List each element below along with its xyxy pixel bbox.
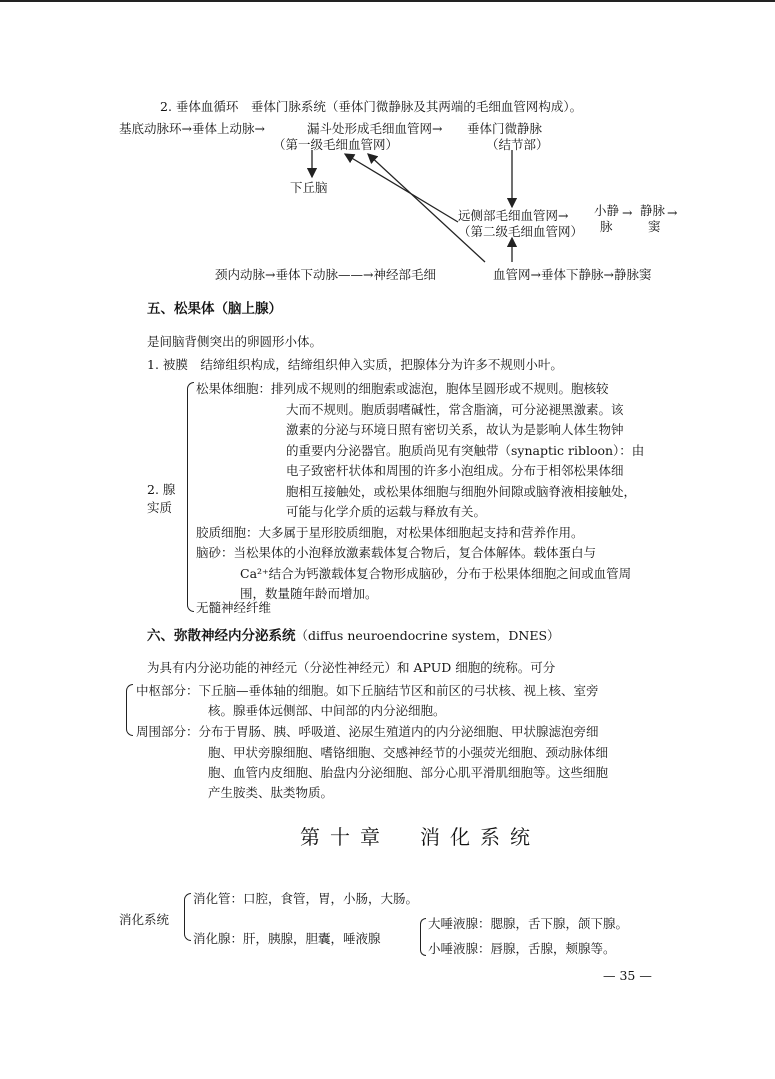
diagram-row1-c: 垂体门微静脉 bbox=[467, 121, 543, 136]
pineal-line-2: 激素的分泌与环境日照有密切关系，故认为是影响人体生物钟 bbox=[286, 422, 624, 437]
diagram-row3-a: 颈内动脉→垂体下动脉——→神经部毛细 bbox=[215, 267, 436, 282]
page-number: — 35 — bbox=[603, 968, 652, 983]
chapter-title: 第十章 消化系统 bbox=[300, 825, 540, 849]
dnes-title-row bbox=[147, 628, 560, 644]
pineal-line-10: 围，数量随年龄而增加。 bbox=[240, 586, 378, 601]
arrow-distal-to-primary bbox=[345, 154, 458, 222]
pineal-line-4: 电子致密杆状体和周围的许多小泡组成。分布于相邻松果体细 bbox=[286, 463, 624, 478]
diagram-sinus-1: 静脉 bbox=[640, 203, 666, 218]
diagram-row1-a: 基底动脉环→垂体上动脉→ bbox=[119, 121, 265, 136]
diagram-row1-b: 漏斗处形成毛细血管网→ bbox=[307, 121, 443, 136]
diagram-row3-b: 血管网→垂体下静脉→静脉窦 bbox=[493, 267, 652, 282]
diagram-arrow-sinus: → bbox=[667, 205, 678, 220]
pineal-label-2: 实质 bbox=[147, 500, 173, 515]
pineal-line-0: 松果体细胞：排列成不规则的细胞索或滤泡，胞体呈圆形或不规则。胞核较 bbox=[196, 381, 609, 396]
pineal-parenchyma-brace bbox=[187, 382, 194, 612]
pineal-line-11: 无髓神经纤维 bbox=[196, 600, 272, 615]
dnes-peripheral-0: 周围部分：分布于胃肠、胰、呼吸道、泌尿生殖道内的内分泌细胞、甲状腺滤泡旁细 bbox=[136, 724, 599, 739]
diagram-arrow-small: → bbox=[622, 205, 633, 220]
salivary-minor: 小唾液腺：唇腺，舌腺，颊腺等。 bbox=[428, 941, 616, 956]
diagram-small-vein-1: 小静 bbox=[594, 203, 620, 218]
digestive-root: 消化系统 bbox=[119, 912, 170, 927]
dnes-title: 六、弥散神经内分泌系统 bbox=[147, 628, 296, 644]
pineal-line-8: 脑砂：当松果体的小泡释放激素载体复合物后，复合体解体。载体蛋白与 bbox=[196, 545, 597, 560]
dnes-intro: 为具有内分泌功能的神经元（分泌性神经元）和 APUD 细胞的统称。可分 bbox=[147, 660, 556, 675]
dnes-title-en: （diffus neuroendocrine system，DNES） bbox=[295, 628, 560, 643]
pineal-line-9: Ca²⁺结合为钙激载体复合物形成脑砂，分布于松果体细胞之间或血管周 bbox=[240, 566, 632, 581]
pineal-capsule: 1. 被膜 结缔组织构成，结缔组织伸入实质，把腺体分为许多不规则小叶。 bbox=[147, 357, 563, 372]
diagram-small-vein-2: 脉 bbox=[600, 219, 613, 234]
digestive-tract: 消化管：口腔，食管，胃，小肠，大肠。 bbox=[193, 891, 419, 906]
digestive-brace bbox=[184, 893, 191, 941]
pineal-title: 五、松果体（脑上腺） bbox=[147, 301, 282, 317]
diagram-distal-b: （第二级毛细血管网） bbox=[458, 224, 584, 239]
pineal-label-1: 2. 腺 bbox=[147, 482, 176, 497]
pineal-line-6: 可能与化学介质的运载与释放有关。 bbox=[286, 504, 487, 519]
salivary-brace bbox=[420, 918, 426, 956]
digestive-glands: 消化腺：肝，胰腺，胆囊，唾液腺 bbox=[193, 931, 381, 946]
dnes-central-0: 中枢部分：下丘脑—垂体轴的细胞。如下丘脑结节区和前区的弓状核、视上核、室旁 bbox=[136, 683, 599, 698]
dnes-peripheral-3: 产生胺类、肽类物质。 bbox=[208, 785, 334, 800]
dnes-central-1: 核。腺垂体远侧部、中间部的内分泌细胞。 bbox=[208, 703, 446, 718]
pineal-line-3: 的重要内分泌器官。胞质尚见有突触带（synaptic ribloon）：由 bbox=[286, 443, 645, 458]
hypophysis-heading: 2. 垂体血循环 垂体门脉系统（垂体门微静脉及其两端的毛细血管网构成）。 bbox=[160, 99, 583, 114]
dnes-peripheral-2: 胞、血管内皮细胞、胎盘内分泌细胞、部分心肌平滑肌细胞等。这些细胞 bbox=[208, 765, 609, 780]
diagram-sub1-right: （结节部） bbox=[486, 137, 549, 152]
diagram-sinus-2: 窦 bbox=[648, 219, 661, 234]
dnes-brace bbox=[126, 684, 133, 736]
diagram-hypothalamus: 下丘脑 bbox=[290, 180, 328, 195]
pineal-intro: 是间脑背侧突出的卵圆形小体。 bbox=[147, 334, 323, 349]
diagram-sub1-left: （第一级毛细血管网） bbox=[273, 137, 399, 152]
pineal-line-1: 大而不规则。胞质弱嗜碱性，常含脂滴，可分泌褪黑激素。该 bbox=[286, 402, 624, 417]
pineal-line-5: 胞相互接触处，或松果体细胞与细胞外间隙或脑脊液相接触处， bbox=[286, 484, 637, 499]
salivary-major: 大唾液腺：腮腺，舌下腺，颌下腺。 bbox=[428, 916, 629, 931]
diagram-distal-a: 远侧部毛细血管网→ bbox=[458, 208, 569, 223]
dnes-peripheral-1: 胞、甲状旁腺细胞、嗜铬细胞、交感神经节的小强荧光细胞、颈动脉体细 bbox=[208, 745, 609, 760]
pineal-line-7: 胶质细胞：大多属于星形胶质细胞，对松果体细胞起支持和营养作用。 bbox=[196, 525, 584, 540]
